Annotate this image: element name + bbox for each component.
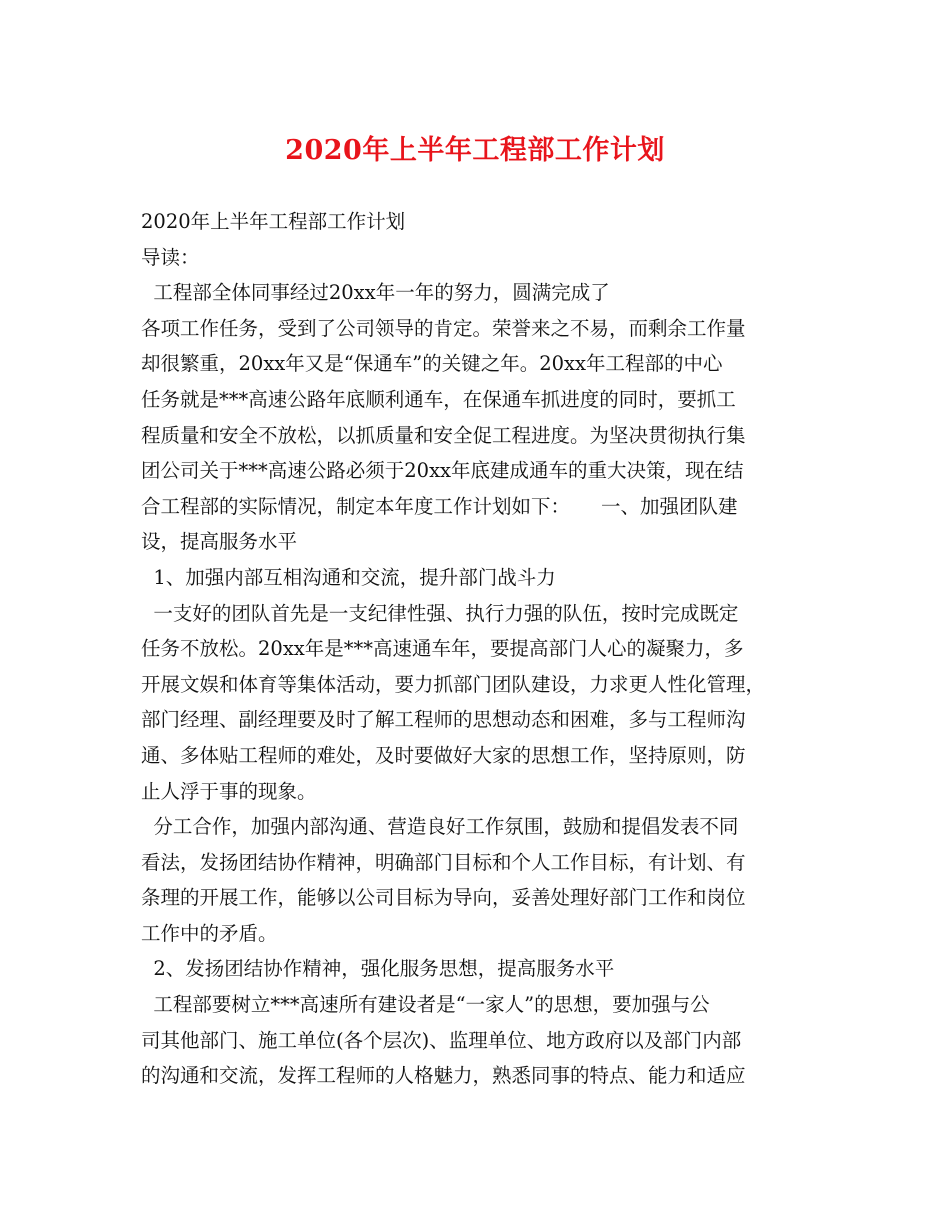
body-line: 开展文娱和体育等集体活动，要力抓部门团队建设，力求更人性化管理， bbox=[141, 672, 766, 696]
body-line: 看法，发扬团结协作精神，明确部门目标和个人工作目标，有计划、有 bbox=[141, 850, 746, 874]
body-line: 工程部要树立***高速所有建设者是“一家人”的思想，要加强与公 bbox=[141, 993, 710, 1017]
body-line: 司其他部门、施工单位(各个层次)、监理单位、地方政府以及部门内部 bbox=[141, 1028, 742, 1052]
body-line: 工作中的矛盾。 bbox=[141, 921, 278, 945]
body-line: 合工程部的实际情况，制定本年度工作计划如下： 一、加强团队建 bbox=[141, 494, 738, 518]
body-line: 1、加强内部互相沟通和交流，提升部门战斗力 bbox=[141, 565, 556, 589]
body-line: 却很繁重，20xx年又是“保通车”的关键之年。20xx年工程部的中心 bbox=[141, 352, 723, 376]
body-line: 任务就是***高速公路年底顺利通车，在保通车抓进度的同时，要抓工 bbox=[141, 387, 736, 411]
body-line: 导读： bbox=[141, 245, 200, 269]
body-line: 2020年上半年工程部工作计划 bbox=[141, 210, 406, 233]
body-line: 止人浮于事的现象。 bbox=[141, 779, 317, 803]
body-line: 部门经理、副经理要及时了解工程师的思想动态和困难，多与工程师沟 bbox=[141, 708, 746, 732]
body-line: 一支好的团队首先是一支纪律性强、执行力强的队伍，按时完成既定 bbox=[141, 601, 739, 625]
document-body bbox=[141, 204, 821, 1094]
body-line: 设，提高服务水平 bbox=[141, 530, 298, 554]
body-line: 通、多体贴工程师的难处，及时要做好大家的思想工作，坚持原则，防 bbox=[141, 743, 746, 767]
body-line: 工程部全体同事经过20xx年一年的努力，圆满完成了 bbox=[141, 281, 610, 305]
body-line: 任务不放松。20xx年是***高速通车年，要提高部门人心的凝聚力，多 bbox=[141, 637, 744, 661]
body-line: 团公司关于***高速公路必须于20xx年底建成通车的重大决策，现在结 bbox=[141, 459, 744, 483]
body-line: 分工合作，加强内部沟通、营造良好工作氛围，鼓励和提倡发表不同 bbox=[141, 815, 739, 839]
document-title: 2020年上半年工程部工作计划 bbox=[285, 135, 665, 166]
body-line: 各项工作任务，受到了公司领导的肯定。荣誉来之不易，而剩余工作量 bbox=[141, 316, 746, 340]
body-line: 2、发扬团结协作精神，强化服务思想，提高服务水平 bbox=[141, 957, 615, 981]
body-line: 条理的开展工作，能够以公司目标为导向，妥善处理好部门工作和岗位 bbox=[141, 886, 746, 910]
body-line: 的沟通和交流，发挥工程师的人格魅力，熟悉同事的特点、能力和适应 bbox=[141, 1064, 746, 1088]
body-line: 程质量和安全不放松，以抓质量和安全促工程进度。为坚决贯彻执行集 bbox=[141, 423, 746, 447]
